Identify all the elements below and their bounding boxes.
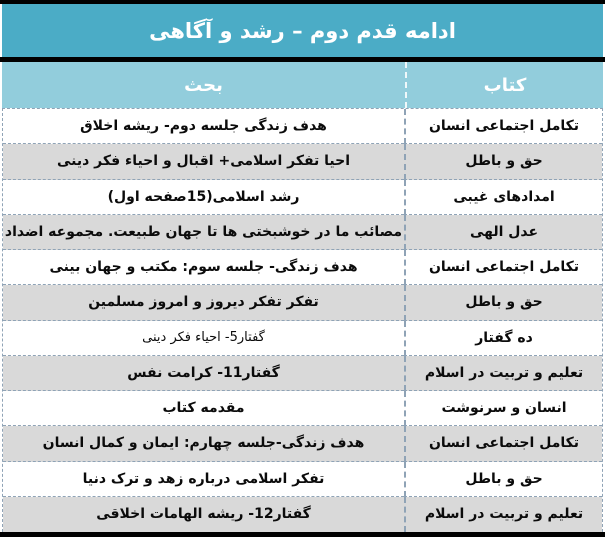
column-header-ketab: کتاب xyxy=(405,62,603,108)
bottom-border xyxy=(0,532,605,537)
table-row xyxy=(3,321,602,356)
table-row xyxy=(3,462,602,497)
table-row xyxy=(3,144,602,179)
cell-bahs: هدف زندگی جلسه دوم- ریشه اخلاق xyxy=(3,109,404,144)
title-bar xyxy=(2,4,603,57)
cell-bahs: مصائب ما در خوشبختی ها تا جهان طبیعت. مجموعه اضداد xyxy=(3,215,404,250)
table-row xyxy=(3,250,602,285)
table-row xyxy=(3,356,602,391)
page-title: ادامه قدم دوم – رشد و آگاهی xyxy=(149,18,456,43)
cell-ketab: تکامل اجتماعی انسان xyxy=(404,426,602,461)
table-row xyxy=(3,215,602,250)
cell-bahs: گفتار11- کرامت نفس xyxy=(3,356,404,391)
cell-bahs: تفکر تفکر دیروز و امروز مسلمین xyxy=(3,285,404,320)
table-row xyxy=(3,426,602,461)
cell-ketab: انسان و سرنوشت xyxy=(404,391,602,426)
column-header-bahs: بحث xyxy=(2,62,405,108)
cell-ketab: حق و باطل xyxy=(404,462,602,497)
cell-ketab: امدادهای غیبی xyxy=(404,180,602,215)
cell-bahs: احیا تفکر اسلامی+ اقبال و احیاء فکر دینی xyxy=(3,144,404,179)
table-row xyxy=(3,391,602,426)
table-row xyxy=(3,285,602,320)
cell-bahs: گفتار5- احیاء فکر دینی xyxy=(3,321,404,356)
cell-bahs: رشد اسلامی(15صفحه اول) xyxy=(3,180,404,215)
cell-ketab: تکامل اجتماعی انسان xyxy=(404,109,602,144)
table-row xyxy=(3,180,602,215)
cell-bahs: هدف زندگی-جلسه چهارم: ایمان و کمال انسان xyxy=(3,426,404,461)
cell-ketab: حق و باطل xyxy=(404,144,602,179)
cell-bahs: مقدمه کتاب xyxy=(3,391,404,426)
cell-bahs: هدف زندگی- جلسه سوم: مکتب و جهان بینی xyxy=(3,250,404,285)
cell-ketab: عدل الهی xyxy=(404,215,602,250)
cell-bahs: گفتار12- ریشه الهامات اخلاقی xyxy=(3,497,404,532)
table-row xyxy=(3,109,602,144)
cell-ketab: حق و باطل xyxy=(404,285,602,320)
table-body xyxy=(2,108,603,532)
cell-ketab: ده گفتار xyxy=(404,321,602,356)
table-row xyxy=(3,497,602,532)
cell-ketab: تعلیم و تربیت در اسلام xyxy=(404,356,602,391)
cell-ketab: تعلیم و تربیت در اسلام xyxy=(404,497,602,532)
cell-bahs: تفکر اسلامی درباره زهد و ترک دنیا xyxy=(3,462,404,497)
table-header-row xyxy=(2,62,603,108)
cell-ketab: تکامل اجتماعی انسان xyxy=(404,250,602,285)
